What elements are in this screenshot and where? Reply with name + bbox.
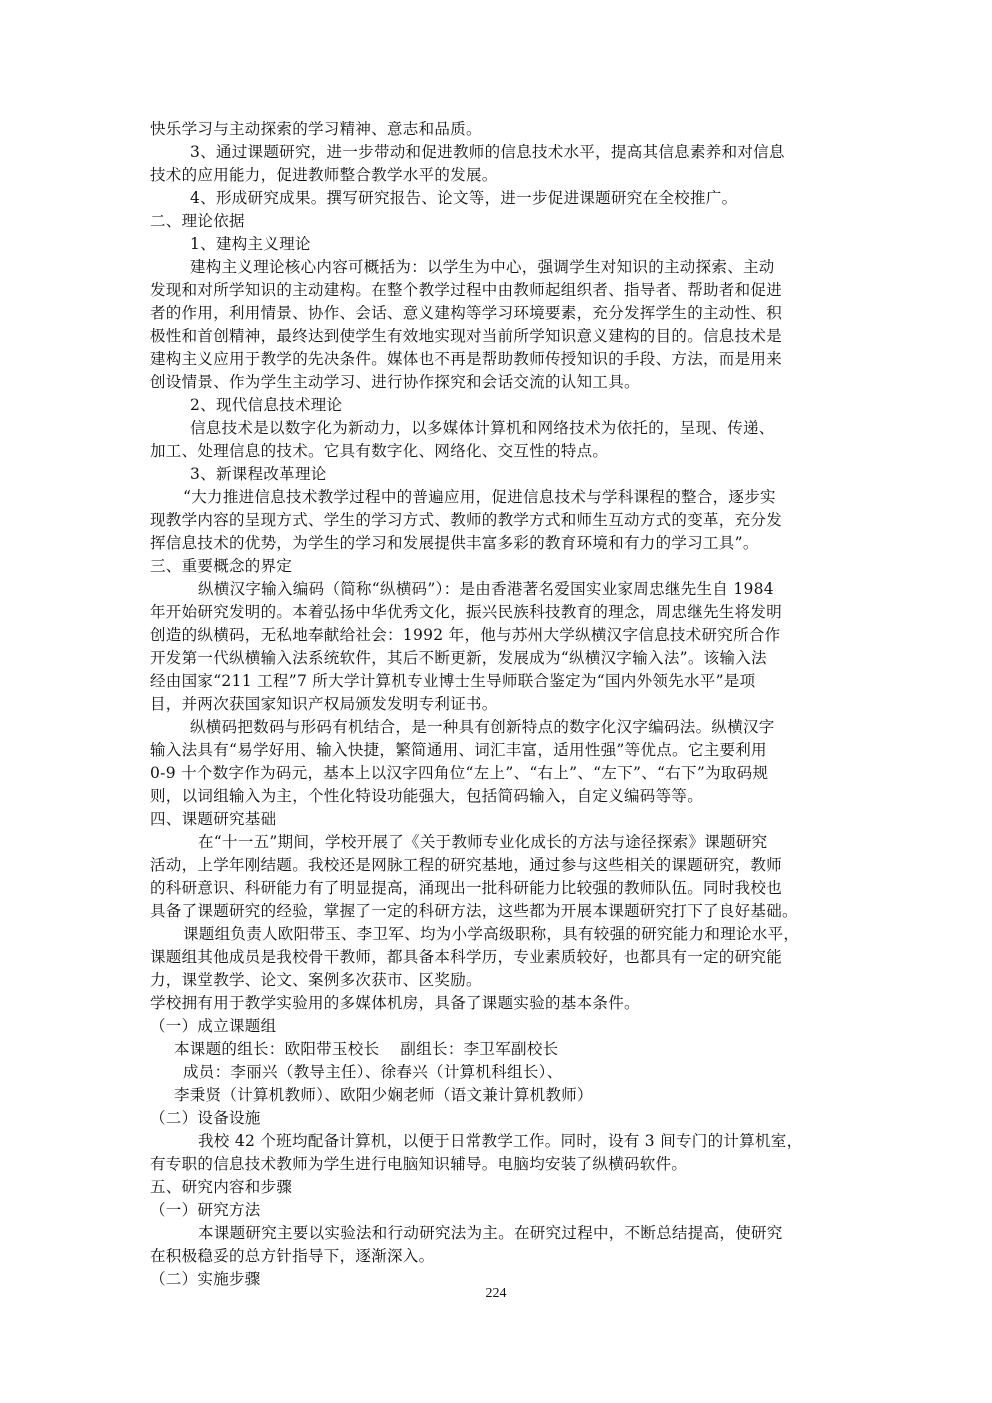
text-line: 具备了课题研究的经验，掌握了一定的科研方法，这些都为开展本课题研究打下了良好基础。 [150, 902, 798, 920]
page-number: 224 [485, 1286, 507, 1301]
text-line: 在“十一五”期间，学校开展了《关于教师专业化成长的方法与途径探索》课题研究 [198, 833, 768, 851]
text-line: 信息技术是以数字化为新动力，以多媒体计算机和网络技术为依托的，呈现、传递、 [190, 419, 775, 437]
text-line: 有专职的信息技术教师为学生进行电脑知识辅导。电脑均安装了纵横码软件。 [150, 1155, 688, 1173]
text-line: 李秉贤（计算机教师）、欧阳少娴老师（语文兼计算机教师） [174, 1086, 593, 1104]
text-line: 我校 42 个班均配备计算机，以便于日常教学工作。同时，设有 3 间专门的计算机室， [198, 1132, 803, 1150]
text-line: 目，并两次获国家知识产权局颁发发明专利证书。 [150, 695, 498, 713]
text-line: 0-9 十个数字作为码元，基本上以汉字四角位“左上”、“右上”、“左下”、“右下”为取码规 [150, 764, 769, 782]
text-line: 3、通过课题研究，进一步带动和促进教师的信息技术水平，提高其信息素养和对信息 [190, 143, 785, 161]
text-line: 活动，上学年刚结题。我校还是网脉工程的研究基地，通过参与这些相关的课题研究，教师 [150, 856, 783, 874]
text-line: 课题组其他成员是我校骨干教师，都具备本科学历，专业素质较好，也都具有一定的研究能 [150, 948, 783, 966]
section-heading: 五、研究内容和步骤 [150, 1178, 293, 1196]
text-line: “大力推进信息技术教学过程中的普遍应用，促进信息技术与学科课程的整合，逐步实 [183, 488, 776, 506]
text-line: 技术的应用能力，促进教师整合教学水平的发展。 [150, 166, 498, 184]
text-line: 年开始研究发明的。本着弘扬中华优秀文化，振兴民族科技教育的理念，周忠继先生将发明 [150, 603, 783, 621]
subsection-heading: （二）设备设施 [150, 1109, 261, 1127]
text-line: 4、形成研究成果。撰写研究报告、论文等，进一步促进课题研究在全校推广。 [190, 189, 738, 207]
section-heading: 四、课题研究基础 [150, 810, 277, 828]
text-line: 纵横汉字输入编码（简称“纵横码”）：是由香港著名爱国实业家周忠继先生自 1984 [198, 580, 774, 598]
text-line: 者的作用，利用情景、协作、会话、意义建构等学习环境要素，充分发挥学生的主动性、积 [150, 304, 783, 322]
text-line: 挥信息技术的优势，为学生的学习和发展提供丰富多彩的教育环境和有力的学习工具”。 [150, 534, 759, 552]
text-line: 建构主义应用于教学的先决条件。媒体也不再是帮助教师传授知识的手段、方法，而是用来 [150, 350, 783, 368]
text-line: 则，以词组输入为主，个性化特设功能强大，包括简码输入，自定义编码等等。 [150, 787, 704, 805]
text-line: 学校拥有用于教学实验用的多媒体机房，具备了课题实验的基本条件。 [150, 994, 640, 1012]
subsection-heading: 1、建构主义理论 [190, 235, 311, 253]
section-heading: 三、重要概念的界定 [150, 557, 293, 575]
text-line: 发现和对所学知识的主动建构。在整个教学过程中由教师起组织者、指导者、帮助者和促进 [150, 281, 783, 299]
text-line: 在积极稳妥的总方针指导下，逐渐深入。 [150, 1247, 435, 1265]
text-line: 经由国家“211 工程”7 所大学计算机专业博士生导师联合鉴定为“国内外领先水平”是项 [150, 672, 756, 690]
text-line: 本课题研究主要以实验法和行动研究法为主。在研究过程中，不断总结提高，使研究 [198, 1224, 783, 1242]
subsection-heading: 3、新课程改革理论 [190, 465, 327, 483]
subsection-heading: （一）研究方法 [150, 1201, 261, 1219]
section-heading: 二、理论依据 [150, 212, 245, 230]
text-line: 开发第一代纵横输入法系统软件，其后不断更新，发展成为“纵横汉字输入法”。该输入法 [150, 649, 767, 667]
text-line: 的科研意识、科研能力有了明显提高，涌现出一批科研能力比较强的教师队伍。同时我校也 [150, 879, 783, 897]
text-line: 输入法具有“易学好用、输入快捷，繁简通用、词汇丰富，适用性强”等优点。它主要利用 [150, 741, 767, 759]
text-line: 力，课堂教学、论文、案例多次获市、区奖励。 [150, 971, 482, 989]
text-line: 创造的纵横码，无私地奉献给社会：1992 年，他与苏州大学纵横汉字信息技术研究所合作 [150, 626, 781, 644]
text-line: 本课题的组长：欧阳带玉校长 副组长：李卫军副校长 [174, 1040, 559, 1058]
text-line: 成员：李丽兴（教导主任）、徐春兴（计算机科组长）、 [183, 1063, 563, 1081]
text-line: 快乐学习与主动探索的学习精神、意志和品质。 [150, 120, 482, 138]
text-line: 创设情景、作为学生主动学习、进行协作探究和会话交流的认知工具。 [150, 373, 640, 391]
subsection-heading: （二）实施步骤 [150, 1270, 261, 1288]
text-line: 极性和首创精神，最终达到使学生有效地实现对当前所学知识意义建构的目的。信息技术是 [150, 327, 783, 345]
text-line: 纵横码把数码与形码有机结合，是一种具有创新特点的数字化汉字编码法。纵横汉字 [190, 718, 775, 736]
text-line: 建构主义理论核心内容可概括为：以学生为中心，强调学生对知识的主动探索、主动 [190, 258, 775, 276]
subsection-heading: 2、现代信息技术理论 [190, 396, 343, 414]
subsection-heading: （一）成立课题组 [150, 1017, 277, 1035]
text-line: 加工、处理信息的技术。它具有数字化、网络化、交互性的特点。 [150, 442, 609, 460]
text-line: 课题组负责人欧阳带玉、李卫军、均为小学高级职称，具有较强的研究能力和理论水平， [183, 925, 800, 943]
text-line: 现教学内容的呈现方式、学生的学习方式、教师的教学方式和师生互动方式的变革，充分发 [150, 511, 783, 529]
